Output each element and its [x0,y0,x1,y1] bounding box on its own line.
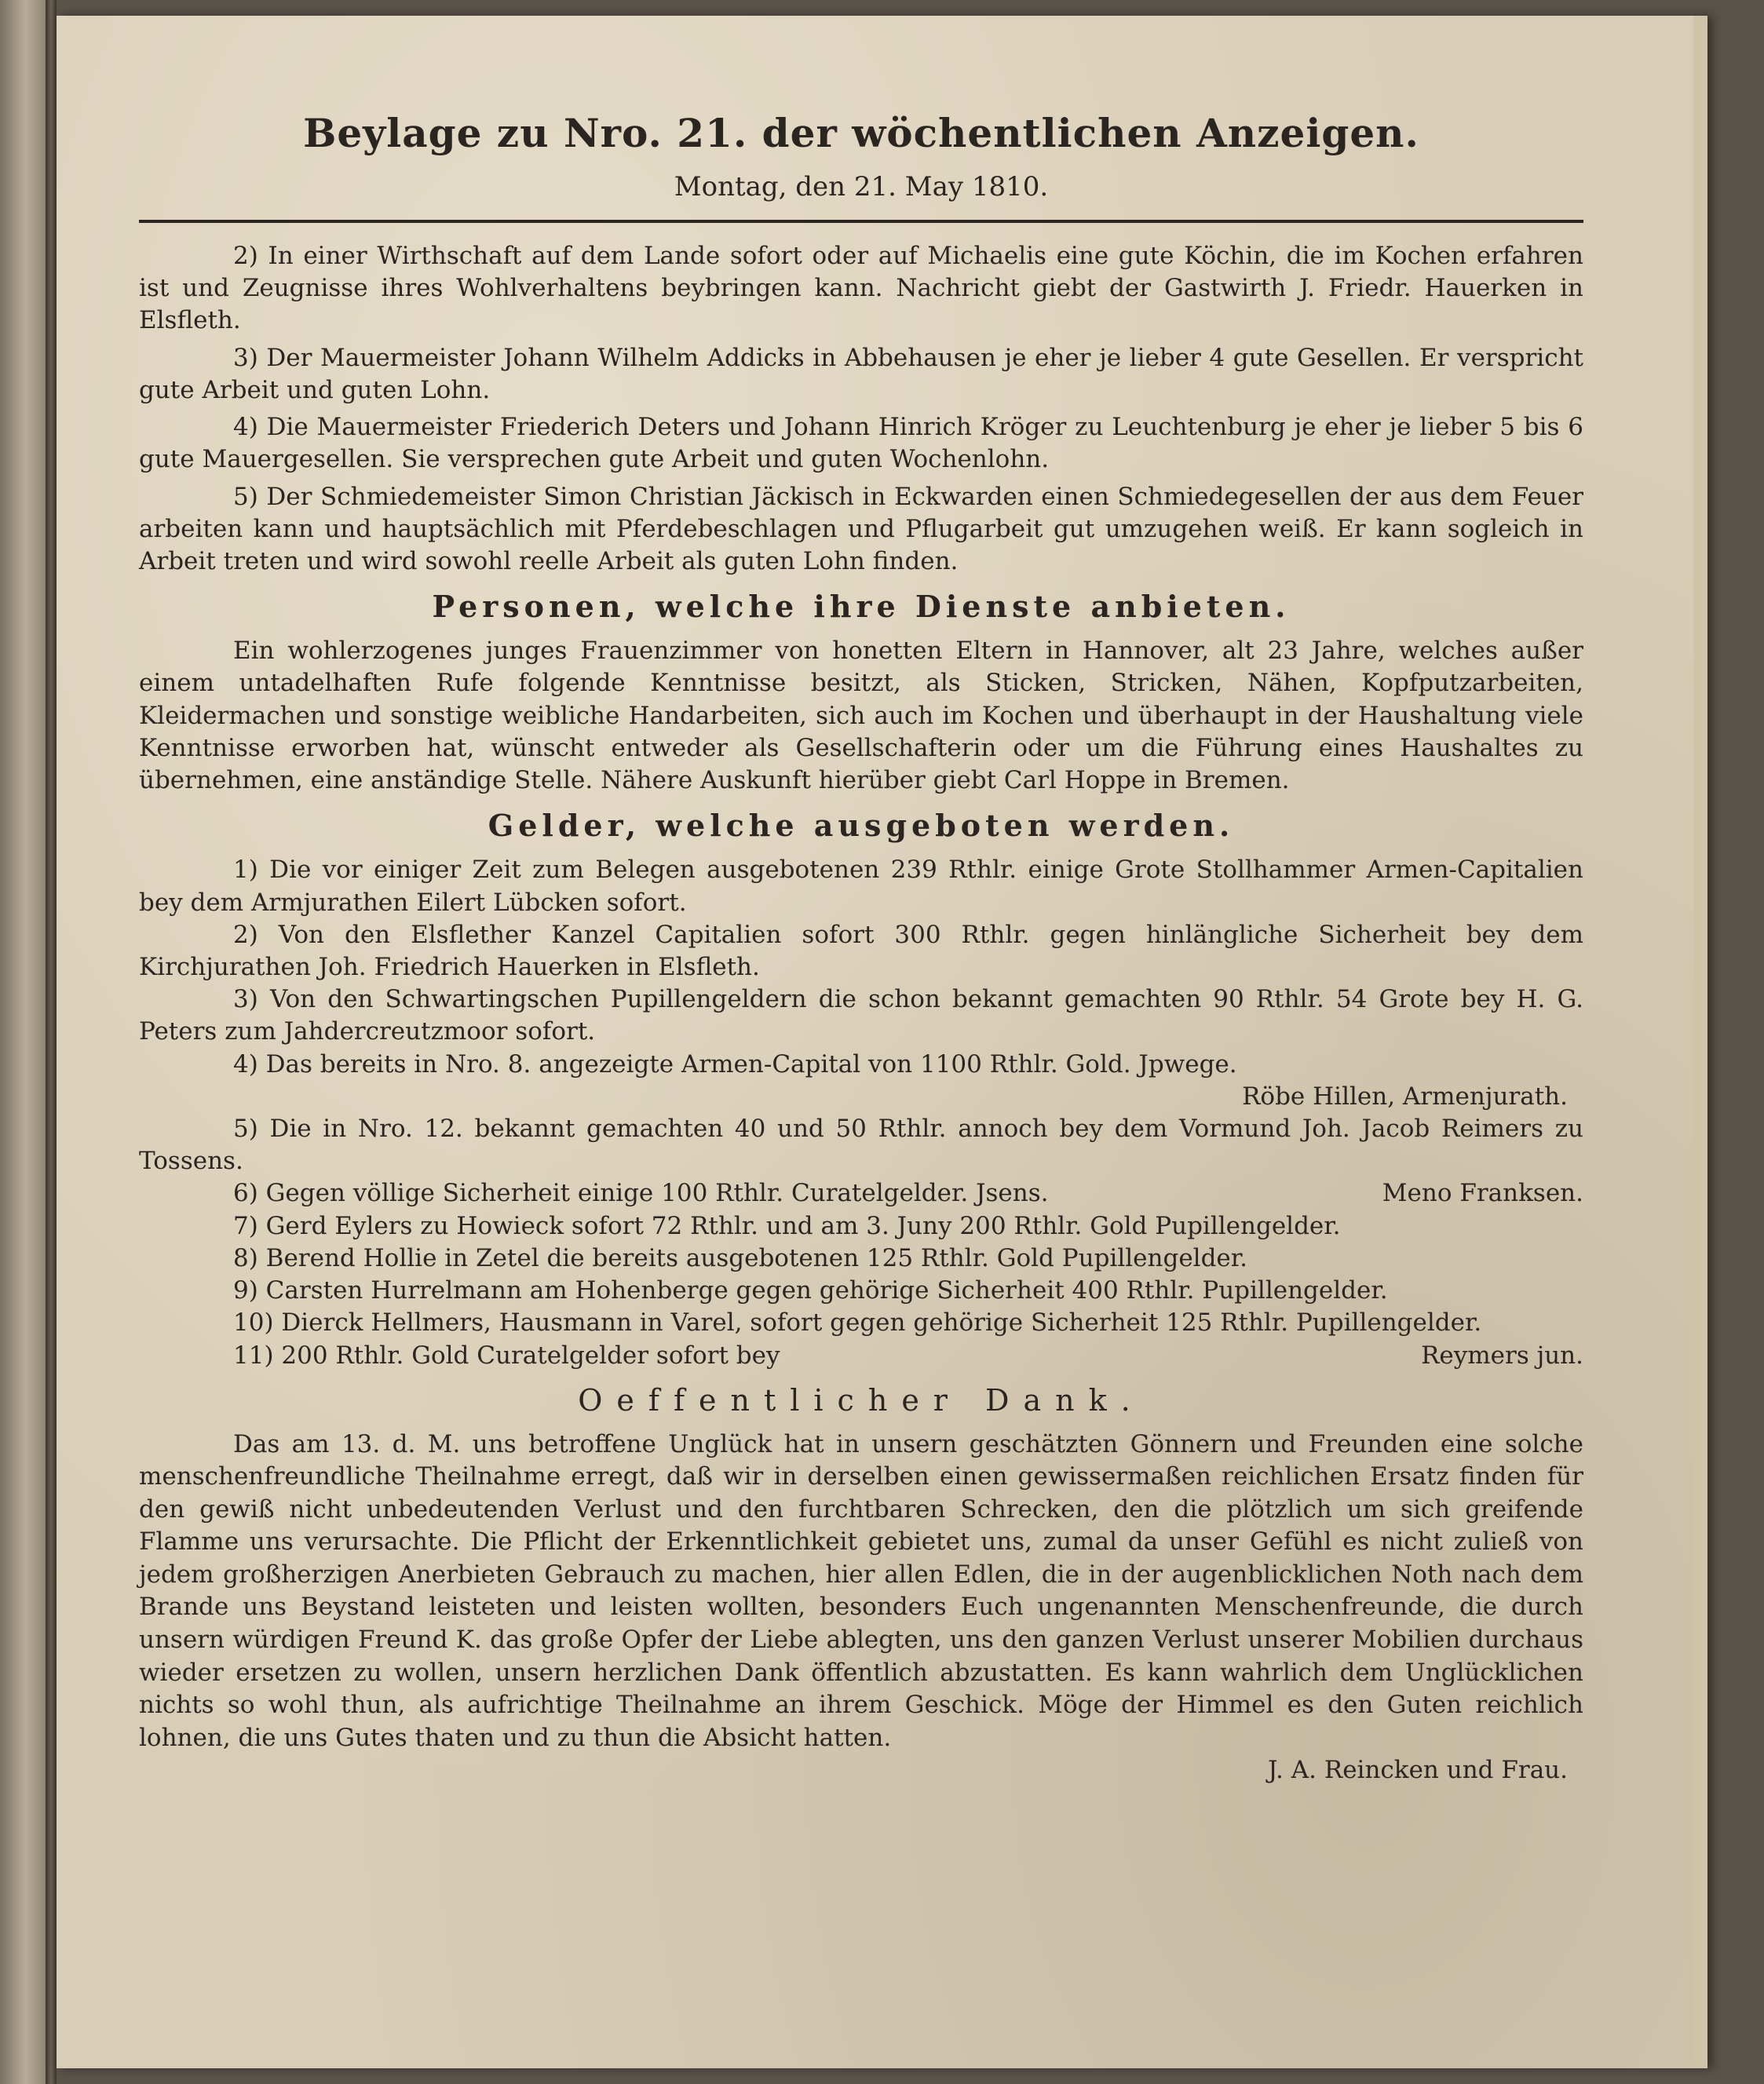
gelder-row-signature: Reymers jun. [1421,1341,1583,1370]
gelder-row-text: 8) Berend Hollie in Zetel die bereits ausgebotenen 125 Rthlr. Gold Pupillengelder. [233,1243,1248,1272]
gelder-item: 1) Die vor einiger Zeit zum Belegen ausgebotenen 239 Rthlr. einige Grote Stollhammer Armen-Capitalien bey dem Armjurathen Eilert Lübcken sofort. [139,856,1583,917]
dank-signature: J. A. Reincken und Frau. [1268,1756,1568,1785]
header-rule [139,220,1583,223]
gelder-item: 5) Die in Nro. 12. bekannt gemachten 40 und 50 Rthlr. annoch bey dem Vormund Joh. Jacob Reimers zu Tossens. [139,1115,1583,1176]
gelder-row [139,1243,1583,1275]
gelder-row-text: 6) Gegen völlige Sicherheit einige 100 Rthlr. Curatelgelder. Jsens. [233,1179,1049,1208]
gelder-row-text: 11) 200 Rthlr. Gold Curatelgelder sofort bey [233,1341,780,1370]
ad-item: 5) Der Schmiedemeister Simon Christian Jäckisch in Eckwarden einen Schmiedegesellen der aus dem Feuer arbeiten kann und hauptsächlich mit Pferdebeschlagen und Pflugarbeit gut umzugehen weiß. Er kann sogleich in Arbeit treten und wird sowohl reelle Arbeit als guten Lohn finden. [139,482,1583,575]
ad-item: 4) Die Mauermeister Friederich Deters und Johann Hinrich Kröger zu Leuchtenburg je eher je lieber 5 bis 6 gute Mauergesellen. Sie versprechen gute Arbeit und guten Wochenlohn. [139,413,1583,474]
gelder-item-signature: Röbe Hillen, Armenjurath. [1242,1082,1568,1111]
gelder-item: 3) Von den Schwartingschen Pupillengeldern die schon bekannt gemachten 90 Rthlr. 54 Grote bey H. G. Peters zum Jahdercreutzmoor sofort. [139,985,1583,1046]
section-heading-gelder: Gelder, welche ausgeboten werden. [488,808,1235,844]
gelder-row [139,1177,1583,1210]
gelder-row-signature: Meno Franksen. [1382,1179,1583,1208]
section-heading-personen: Personen, welche ihre Dienste anbieten. [432,589,1291,625]
gelder-row [139,1210,1583,1243]
gelder-item: 4) Das bereits in Nro. 8. angezeigte Armen-Capital von 1100 Rthlr. Gold. Jpwege. [233,1049,1237,1078]
gelder-row [139,1275,1583,1307]
left-page-edge [0,0,47,2084]
page-content [139,110,1583,1787]
section-heading-dank: Oeffentlicher Dank. [578,1382,1145,1418]
personen-text: Ein wohlerzogenes junges Frauenzimmer von honetten Eltern in Hannover, alt 23 Jahre, welches außer einem untadelhaften Rufe folgende Kenntnisse besitzt, als Sticken, Stricken, Nähen, Kopfputzarbeiten, Kleidermachen und sonstige weibliche Handarbeiten, sich auch im Kochen und überhaupt in der Haushaltung viele Kenntnisse erworben hat, wünscht entweder als Gesellschafterin oder um die Führung eines Haushaltes zu übernehmen, eine anständige Stelle. Nähere Auskunft hierüber giebt Carl Hoppe in Bremen. [139,637,1583,795]
dank-text: Das am 13. d. M. uns betroffene Unglück hat in unsern geschätzten Gönnern und Freunden eine solche menschenfreundliche Theilnahme erregt, daß wir in derselben einen gewissermaßen reichlichen Ersatz finden für den gewiß nicht unbedeutenden Verlust und den furchtbaren Schrecken, den die plötzlich um sich greifende Flamme uns verursachte. Die Pflicht der Erkenntlichkeit gebietet uns, zumal da unser Gefühl es nicht zuließ von jedem großherzigen Anerbieten Gebrauch zu machen, hier allen Edlen, die in der augenblicklichen Noth nach dem Brande uns Beystand leisteten und leisten wollten, besonders Euch ungenannten Menschenfreunde, die durch unsern würdigen Freund K. das große Opfer der Liebe ablegten, uns den ganzen Verlust unserer Mobilien durchaus wieder ersetzen zu wollen, unsern herzlichen Dank öffentlich abzustatten. Es kann wahrlich dem Unglücklichen nichts so wohl thun, als aufrichtige Theilnahme an ihrem Geschick. Möge der Himmel es den Guten reichlich lohnen, die uns Gutes thaten und zu thun die Absicht hatten. [139,1429,1583,1752]
gelder-row [139,1340,1583,1372]
gelder-item: 2) Von den Elsflether Kanzel Capitalien sofort 300 Rthlr. gegen hinlängliche Sicherheit bey dem Kirchjurathen Joh. Friedrich Hauerken in Elsfleth. [139,920,1583,981]
gelder-row-text: 10) Dierck Hellmers, Hausmann in Varel, sofort gegen gehörige Sicherheit 125 Rthlr. Pupillengelder. [233,1308,1482,1338]
dateline: Montag, den 21. May 1810. [674,171,1049,203]
ad-item: 3) Der Mauermeister Johann Wilhelm Addicks in Abbehausen je eher je lieber 4 gute Gesellen. Er verspricht gute Arbeit und guten Lohn. [139,343,1583,404]
ad-item: 2) In einer Wirthschaft auf dem Lande sofort oder auf Michaelis eine gute Köchin, die im Kochen erfahren ist und Zeugnisse ihres Wohlverhaltens beybringen kann. Nachricht giebt der Gastwirth J. Friedr. Hauerken in Elsfleth. [139,242,1583,335]
gelder-row-text: 9) Carsten Hurrelmann am Hohenberge gegen gehörige Sicherheit 400 Rthlr. Pupillengelder. [233,1276,1388,1305]
book-spine [46,0,57,2084]
gelder-row [139,1307,1583,1339]
masthead: Beylage zu Nro. 21. der wöchentlichen Anzeigen. [303,110,1419,156]
newspaper-page [57,16,1707,2068]
gelder-row-text: 7) Gerd Eylers zu Howieck sofort 72 Rthlr. und am 3. Juny 200 Rthlr. Gold Pupillengelder. [233,1211,1341,1240]
